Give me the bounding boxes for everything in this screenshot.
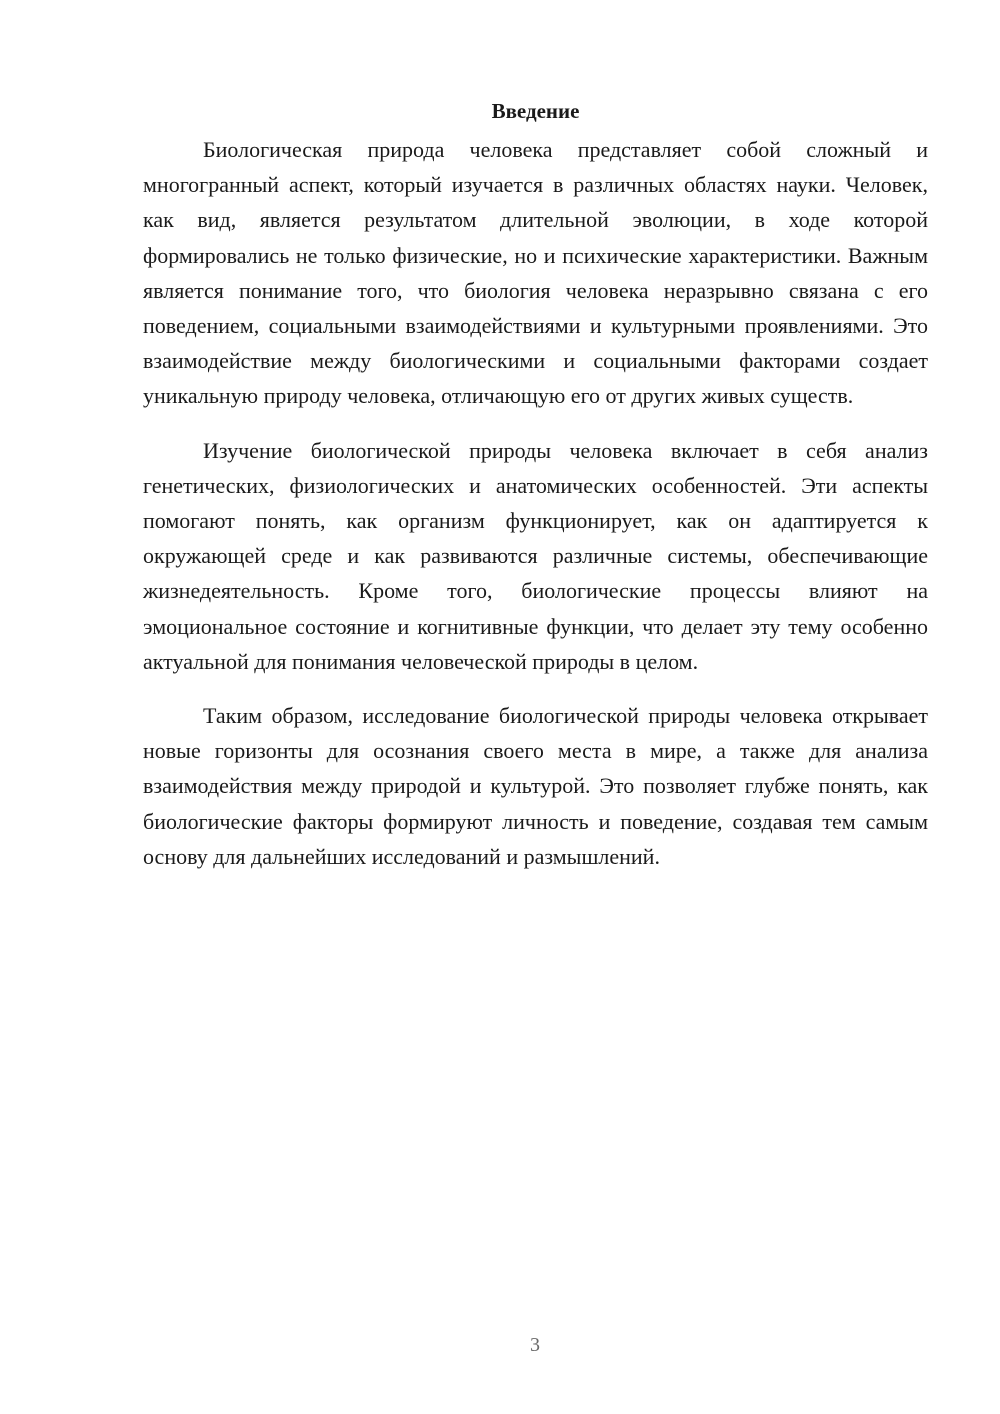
paragraph-1: Биологическая природа человека представляет собой сложный и многогранный аспект, который изучается в различных областях науки. Человек, как вид, является результатом длительной эволюции, в ходе которой формировались не только физические, но и психические характеристики. Важным является понимание того, что биология человека неразрывно связана с его поведением, социальными взаимодействиями и культурными проявлениями. Это взаимодействие между биологическими и социальными факторами создает уникальную природу человека, отличающую его от других живых существ. xyxy=(143,137,928,409)
page-number: 3 xyxy=(530,1334,540,1356)
paragraph-2: Изучение биологической природы человека включает в себя анализ генетических, физиологических и анатомических особенностей. Эти аспекты помогают понять, как организм функционирует, как он адаптируется к окружающей среде и как развиваются различные системы, обеспечивающие жизнедеятельность. Кроме того, биологические процессы влияют на эмоциональное состояние и когнитивные функции, что делает эту тему особенно актуальной для понимания человеческой природы в целом. xyxy=(143,437,928,674)
section-title: Введение xyxy=(491,99,580,123)
paragraph-3: Таким образом, исследование биологической природы человека открывает новые горизонты для осознания своего места в мире, а также для анализа взаимодействия между природой и культурой. Это позволяет глубже понять, как биологические факторы формируют личность и поведение, создавая тем самым основу для дальнейших исследований и размышлений. xyxy=(143,703,928,869)
page-content xyxy=(143,96,928,893)
